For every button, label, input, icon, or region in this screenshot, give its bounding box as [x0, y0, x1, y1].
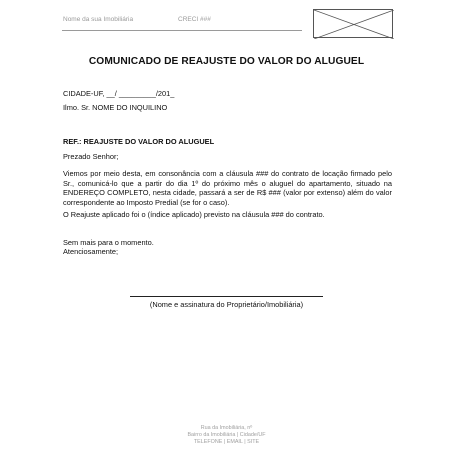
- footer-line-2: Bairro da Imobiliária | Cidade/UF: [187, 432, 266, 438]
- document-title: COMUNICADO DE REAJUSTE DO VALOR DO ALUGUEL: [88, 56, 365, 67]
- reference-line: REF.: REAJUSTE DO VALOR DO ALUGUEL: [63, 137, 215, 146]
- city-date-line: CIDADE-UF, __/ _________/201_: [63, 89, 175, 98]
- logo-placeholder: [313, 9, 393, 38]
- header-divider: [62, 30, 302, 31]
- creci-placeholder: CRECI ###: [178, 16, 211, 23]
- image-placeholder-icon: [314, 10, 394, 39]
- company-name-placeholder: Nome da sua Imobiliária: [63, 16, 134, 23]
- signature-line: [130, 296, 323, 297]
- closing-line-1: Sem mais para o momento.: [63, 238, 154, 247]
- closing-line-2: Atenciosamente;: [63, 247, 119, 256]
- footer-line-3: TELEFONE | EMAIL | SITE: [193, 439, 260, 445]
- body-paragraph: Viemos por meio desta, em consonância com a cláusula ### do contrato de locação firmado pelo Sr., comunicá-lo que a partir do dia 1º do próximo mês o aluguel do apartamento, situado na ENDEREÇO COMPLETO, nesta cidade, passará a ser de R$ ### (valor por extenso) além do valor correspondente ao Imposto Predial (se for o caso).: [63, 169, 392, 207]
- addressee-line: Ilmo. Sr. NOME DO INQUILINO: [63, 103, 168, 112]
- adjustment-paragraph: O Reajuste aplicado foi o (índice aplicado) previsto na cláusula ### do contrato.: [63, 210, 325, 219]
- footer-line-1: Rua da Imobiliária, nº: [200, 425, 253, 431]
- signature-caption: (Nome e assinatura do Proprietário/Imobiliária): [149, 300, 304, 309]
- footer-address: [0, 425, 453, 446]
- salutation-line: Prezado Senhor;: [63, 152, 119, 161]
